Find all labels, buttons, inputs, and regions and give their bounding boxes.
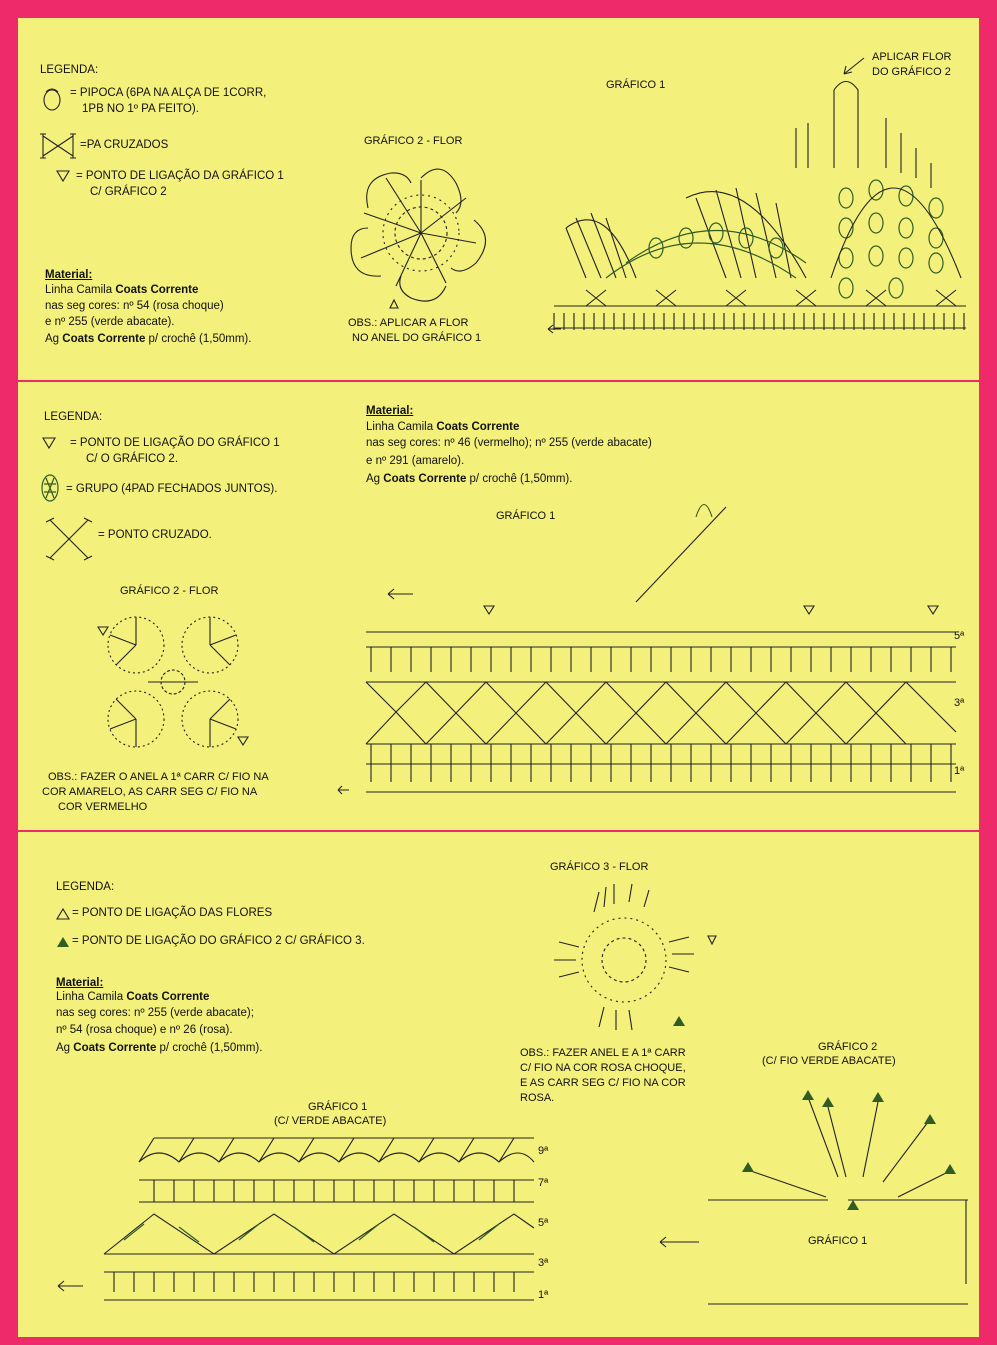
material-title: Material: xyxy=(56,977,104,989)
legend-joining-text1: = PONTO DE LIGAÇÃO DO GRÁFICO 1 xyxy=(70,437,280,449)
legend-cluster-text: = GRUPO (4PAD FECHADOS JUNTOS). xyxy=(66,483,278,495)
material-line-4: Ag Coats Corrente p/ crochê (1,50mm). xyxy=(366,473,573,485)
crossed-point-icon xyxy=(44,514,94,564)
legend-title: LEGENDA: xyxy=(56,881,115,893)
graph1-start-arrow-icon xyxy=(56,1280,84,1292)
obs-line-4: ROSA. xyxy=(520,1092,555,1104)
material-line-1: Linha Camila Coats Corrente xyxy=(56,991,210,1003)
legend-crossed-text: = PONTO CRUZADO. xyxy=(98,529,212,541)
row-label-3: 3ª xyxy=(954,697,965,709)
flower-chart-graph3 xyxy=(534,882,714,1042)
obs-line-1: OBS.: APLICAR A FLOR xyxy=(348,317,469,329)
legend-joining-text2: C/ O GRÁFICO 2. xyxy=(86,453,179,465)
legend-title: LEGENDA: xyxy=(40,64,99,76)
material-line-1: Linha Camila Coats Corrente xyxy=(366,421,520,433)
popcorn-stitch-icon xyxy=(42,88,64,114)
open-triangle-icon xyxy=(56,908,70,920)
obs-line-1: OBS.: FAZER ANEL E A 1ª CARR xyxy=(520,1047,686,1059)
edging-chart-graph1 xyxy=(84,1132,544,1312)
material-line-2: nas seg cores: nº 46 (vermelho); nº 255 (verde abacate) xyxy=(366,437,652,449)
cluster-icon xyxy=(40,472,62,504)
branch-chart-graph2 xyxy=(738,1082,978,1212)
apply-arrow-icon xyxy=(840,56,866,78)
graph1-right-label: GRÁFICO 1 xyxy=(808,1235,868,1247)
material-line-3: e nº 255 (verde abacate). xyxy=(45,316,175,328)
material-line-3: e nº 291 (amarelo). xyxy=(366,455,465,467)
graph1-subtitle: (C/ VERDE ABACATE) xyxy=(274,1115,387,1127)
legend-joining-text2: C/ GRÁFICO 2 xyxy=(90,186,167,198)
graph2-title: GRÁFICO 2 xyxy=(818,1041,878,1053)
row-label-1: 1ª xyxy=(538,1289,549,1301)
material-line-2: nas seg cores: nº 255 (verde abacate); xyxy=(56,1007,254,1019)
obs-line-2: C/ FIO NA COR ROSA CHOQUE, xyxy=(520,1062,686,1074)
material-title: Material: xyxy=(45,269,93,281)
row-label-5: 5ª xyxy=(538,1217,549,1229)
row-label-5: 5ª xyxy=(954,630,965,642)
legend-open-triangle-text: = PONTO DE LIGAÇÃO DAS FLORES xyxy=(72,907,273,919)
joining-point-icon xyxy=(42,437,56,449)
border-chart-graph1 xyxy=(708,1194,970,1314)
graph1-title: GRÁFICO 1 xyxy=(308,1101,368,1113)
graph2-title: GRÁFICO 2 - FLOR xyxy=(364,135,463,147)
section-1-panel xyxy=(18,18,979,380)
obs-line-2: COR AMARELO, AS CARR SEG C/ FIO NA xyxy=(42,786,258,798)
material-line-3: nº 54 (rosa choque) e nº 26 (rosa). xyxy=(56,1024,233,1036)
graph1-title: GRÁFICO 1 xyxy=(606,79,666,91)
graph1-title: GRÁFICO 1 xyxy=(496,510,556,522)
legend-title: LEGENDA: xyxy=(44,411,103,423)
legend-crossed-text: =PA CRUZADOS xyxy=(80,139,169,151)
direction-arrow-icon xyxy=(658,1236,700,1248)
joining-point-icon xyxy=(56,170,70,182)
filled-triangle-icon xyxy=(56,936,70,948)
row-label-1: 1ª xyxy=(954,765,965,777)
legend-joining-text1: = PONTO DE LIGAÇÃO DA GRÁFICO 1 xyxy=(76,170,284,182)
material-title: Material: xyxy=(366,405,414,417)
section-2-panel xyxy=(18,382,979,830)
edging-chart-graph1 xyxy=(546,78,974,340)
obs-line-3: COR VERMELHO xyxy=(58,801,148,813)
apply-note-1: APLICAR FLOR xyxy=(872,51,952,63)
section-3-panel xyxy=(18,832,979,1337)
legend-popcorn-text2: 1PB NO 1º PA FEITO). xyxy=(82,103,199,115)
edging-chart-graph1 xyxy=(336,482,956,802)
crossed-stitch-icon xyxy=(40,130,76,162)
graph3-title: GRÁFICO 3 - FLOR xyxy=(550,861,649,873)
row-label-7: 7ª xyxy=(538,1177,549,1189)
material-line-4: Ag Coats Corrente p/ crochê (1,50mm). xyxy=(56,1042,263,1054)
legend-filled-triangle-text: = PONTO DE LIGAÇÃO DO GRÁFICO 2 C/ GRÁFICO 3. xyxy=(72,935,365,947)
obs-line-3: E AS CARR SEG C/ FIO NA COR xyxy=(520,1077,686,1089)
flower-chart-graph2 xyxy=(88,607,258,757)
apply-note-2: DO GRÁFICO 2 xyxy=(872,66,951,78)
graph1-start-arrow-icon xyxy=(546,324,562,334)
graph2-title: GRÁFICO 2 - FLOR xyxy=(120,585,219,597)
material-line-1: Linha Camila Coats Corrente xyxy=(45,284,199,296)
obs-line-2: NO ANEL DO GRÁFICO 1 xyxy=(352,332,482,344)
legend-popcorn-text1: = PIPOCA (6PA NA ALÇA DE 1CORR, xyxy=(70,87,267,99)
row-label-9: 9ª xyxy=(538,1145,549,1157)
row-label-3: 3ª xyxy=(538,1257,549,1269)
flower-chart-graph2 xyxy=(346,158,496,308)
obs-line-1: OBS.: FAZER O ANEL A 1ª CARR C/ FIO NA xyxy=(48,771,269,783)
graph1-start-arrow-icon xyxy=(336,785,350,795)
material-line-2: nas seg cores: nº 54 (rosa choque) xyxy=(45,300,224,312)
graph2-subtitle: (C/ FIO VERDE ABACATE) xyxy=(762,1055,896,1067)
material-line-4: Ag Coats Corrente p/ crochê (1,50mm). xyxy=(45,333,252,345)
